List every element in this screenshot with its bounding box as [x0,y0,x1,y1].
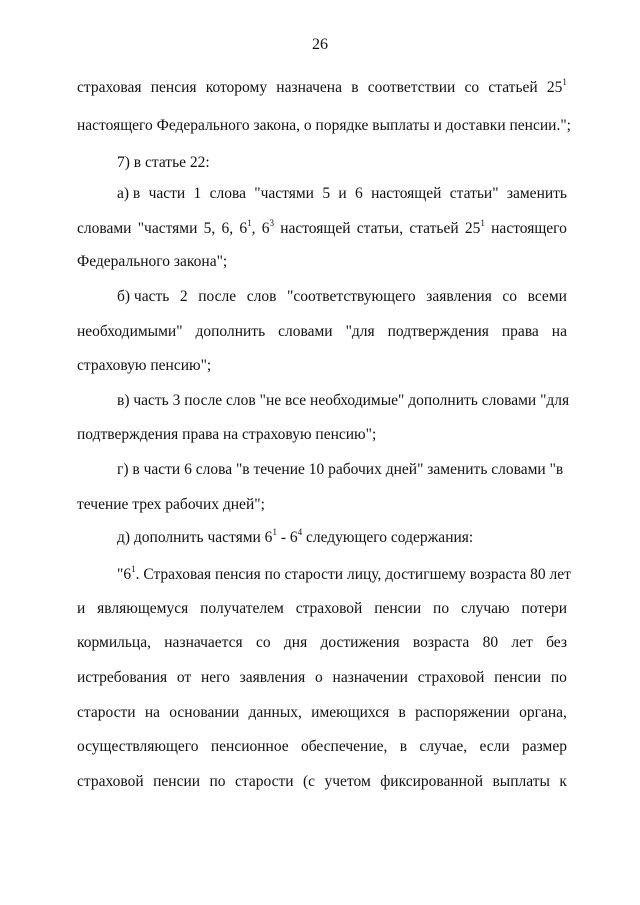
word: а) в [117,185,141,202]
word: по [433,600,450,617]
word: после [198,288,237,305]
word: словами [278,323,333,340]
text-line: г) в части 6 слова "в течение 10 рабочих дней" заменить словами "в [117,461,564,478]
word: страховой [295,600,363,617]
word: настоящего [491,220,567,237]
word: $6^1$, [239,218,256,237]
word: назначается [164,634,243,651]
word: 80 [482,634,499,651]
word: права [501,323,539,340]
text-line [77,219,567,239]
text-line: "$6^1$. Страховая пенсия по старости лицу, достигшему возраста 80 лет [117,564,571,583]
word: учетом [324,773,371,790]
word: и [77,600,86,617]
word: и [338,185,347,202]
word: органа, [519,704,567,721]
word: части [148,185,186,202]
text-line: Федерального закона"; [77,253,228,270]
text-line: 7) в статье 22: [117,154,210,171]
word: статьей [409,220,459,237]
page-number: 26 [312,36,328,53]
word: статьей [488,79,538,96]
word: по [550,669,567,686]
word: пенсии [374,600,422,617]
word: старости [77,704,136,721]
word: подтверждения [387,323,489,340]
word: к [559,773,567,790]
word: пенсии [494,669,542,686]
text-line: страховую пенсию"; [77,357,212,374]
word: всеми [527,288,567,305]
word: заявления [426,288,492,305]
word: размер [522,738,567,755]
text-line: в) часть 3 после слов "не все необходимые" дополнить словами "для [117,392,570,409]
word: страховая [77,79,142,96]
word: осуществляющего [77,738,199,755]
word: "для [345,323,375,340]
text-line [77,599,567,619]
word: страховой [417,669,485,686]
word: являющемуся [97,600,189,617]
word: него [200,669,230,686]
text-line [77,668,567,688]
text-line [77,633,567,653]
text-line [117,287,567,307]
word: достижения [320,634,400,651]
word: получателем [200,600,284,617]
word: на [551,323,567,340]
word: 6, [221,220,234,237]
word: заявления [239,669,306,686]
word: слова [209,185,246,202]
word: пенсия [150,79,197,96]
word: потери [521,600,567,617]
text-line: настоящего Федерального закона, о порядке выплаты и доставки пенсии."; [77,117,571,134]
word: в [399,738,408,755]
text-line: д) дополнить частями $6^1 - 6^4$ следующего содержания: [117,527,474,546]
word: кормильца, [77,634,151,651]
word: 6 [355,185,363,202]
text-line [77,703,567,723]
text-line [77,772,567,792]
word: (с [303,773,316,790]
word: 1 [193,185,202,202]
word: пенсии [153,773,201,790]
word: словами [77,220,132,237]
word: 5, [203,220,216,237]
text-line [77,322,567,342]
word: на [144,704,161,721]
word: дня [283,634,308,651]
word: "частями [254,185,314,202]
word: имеющихся [311,704,390,721]
word: старости [235,773,294,790]
word: если [479,738,510,755]
word: в [398,704,406,721]
word: от [176,669,192,686]
word: 2 [179,288,188,305]
word: б) часть [117,288,170,305]
word: необходимыми" [77,323,183,340]
word: по [209,773,226,790]
text-line [77,737,567,757]
word: со [464,79,480,96]
word: страховой [77,773,144,790]
word: без [546,634,567,651]
word: со [502,288,518,305]
word: обеспечение, [300,738,388,755]
word: настоящей [371,185,442,202]
text-line: течение трех рабочих дней"; [77,496,265,513]
text-line [77,78,567,98]
word: назначении [332,669,408,686]
word: данных, [248,704,302,721]
word: распоряжении [415,704,510,721]
word: $6^3$ [261,218,274,237]
word: назначена [276,79,342,96]
word: основании [169,704,240,721]
text-line: подтверждения права на страховую пенсию"; [77,426,377,443]
word: истребования [77,669,168,686]
word: в [351,79,359,96]
word: "соответствующего [287,288,416,305]
word: со [255,634,271,651]
word: которому [205,79,268,96]
word: 5 [322,185,331,202]
word: возраста [412,634,470,651]
word: фиксированной [380,773,484,790]
word: $25^1$ [464,218,485,237]
word: соответствии [367,79,456,96]
word: "частями [137,220,198,237]
word: случае, [419,738,468,755]
word: $25^1$ [546,77,567,96]
word: заменить [506,185,567,202]
word: выплаты [492,773,550,790]
word: слов [246,288,277,305]
word: пенсионное [210,738,289,755]
text-line [117,184,567,204]
word: статьи, [356,220,404,237]
word: статьи" [449,185,499,202]
word: случаю [460,600,510,617]
word: лет [511,634,533,651]
word: дополнить [195,323,266,340]
word: настоящей [280,220,351,237]
word: о [315,669,323,686]
